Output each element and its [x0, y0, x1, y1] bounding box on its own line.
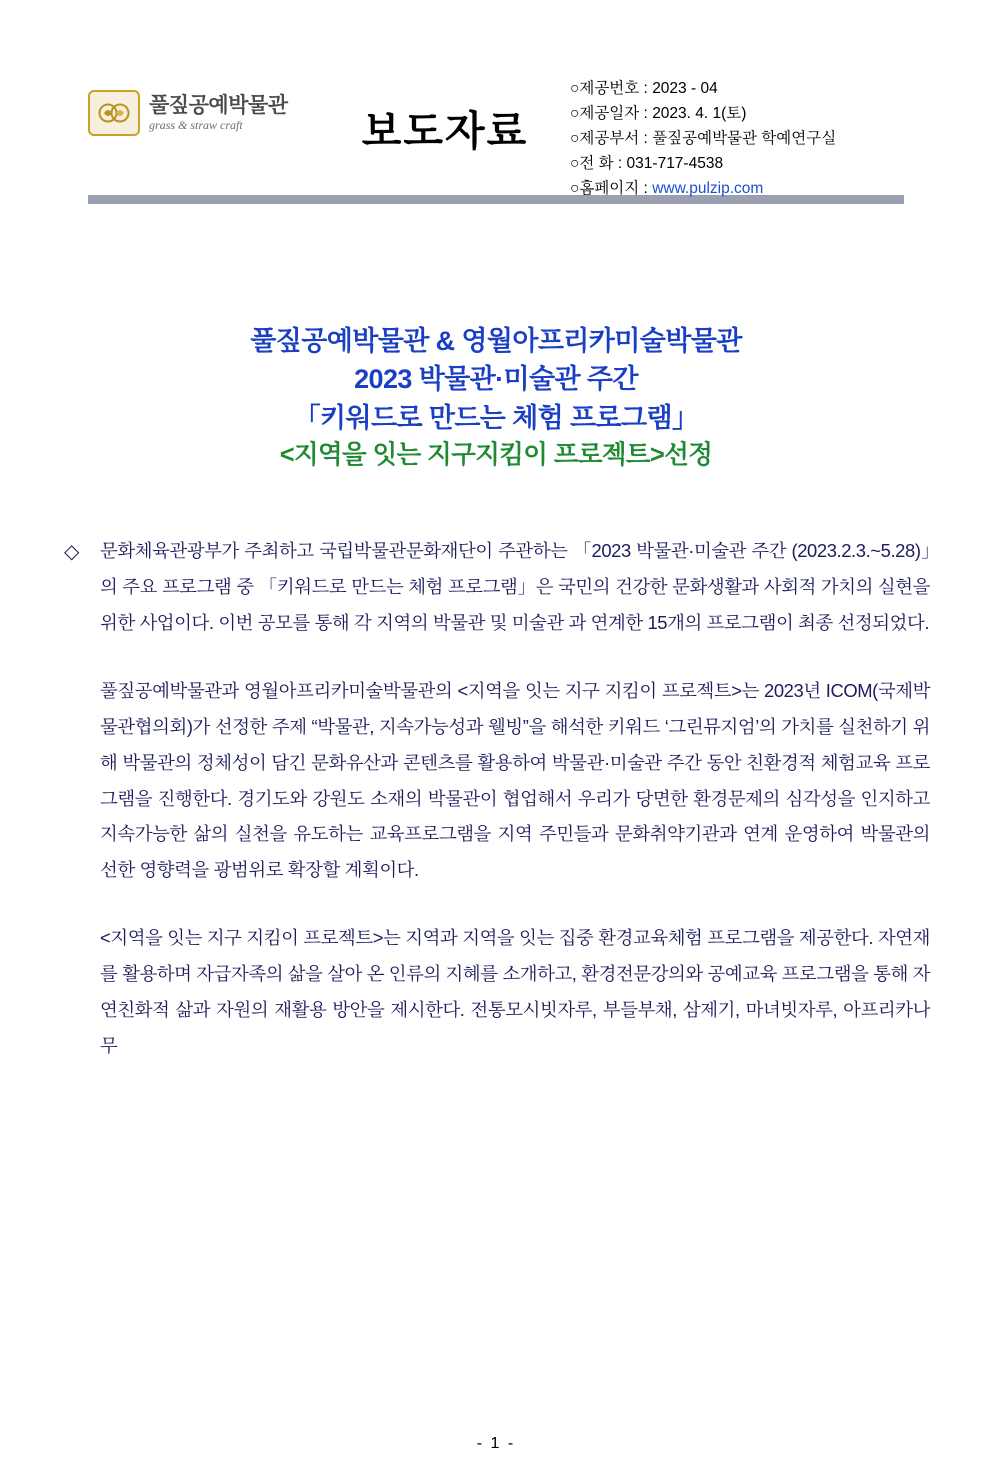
- document-body: [62, 533, 930, 1064]
- museum-emblem-icon: [88, 90, 140, 136]
- document-type-title: 보도자료: [361, 108, 529, 154]
- paragraph-3-text: <지역을 잇는 지구 지킴이 프로젝트>는 지역과 지역을 잇는 집중 환경교육체험 프로그램을 제공한다. 자연재를 활용하며 자급자족의 삶을 살아 온 인류의 지혜를 소개하고, 환경전문강의와 공예교육 프로그램을 통해 자연친화적 삶과 자원의 재활용 방안을 제시한다. 전통모시빗자루, 부들부채, 삼제기, 마녀빗자루, 아프리카나무: [100, 927, 931, 1056]
- paragraph-3: [62, 920, 930, 1064]
- page-number: - 1 -: [476, 1435, 516, 1452]
- title-line-3: 「키워드로 만드는 체험 프로그램」: [293, 402, 699, 433]
- meta-row-homepage: [570, 176, 904, 201]
- meta-label-homepage: ○홈페이지 :: [570, 180, 653, 198]
- paragraph-1: [62, 533, 930, 641]
- meta-value-department: 풀짚공예박물관 학예연구실: [652, 130, 837, 148]
- paragraph-2-text: 풀짚공예박물관과 영월아프리카미술박물관의 <지역을 잇는 지구 지킴이 프로젝트>는 2023년 ICOM(국제박물관협의회)가 선정한 주제 “박물관, 지속가능성과 웰빙”을 해석한 키워드 ‘그린뮤지엄’의 가치를 실천하기 위해 박물관의 정체성이 담긴 문화유산과 콘텐츠를 활용하여 박물관·미술관 주간 동안 친환경적 체험교육 프로그램을 진행한다. 경기도와 강원도 소재의 박물관이 협업해서 우리가 당면한 환경문제의 심각성을 인지하고 지속가능한 삶의 실천을 유도하는 교육프로그램을 지역 주민들과 문화취약기관과 연계 운영하여 박물관의 선한 영향력을 광범위로 확장할 계획이다.: [100, 679, 930, 881]
- meta-value-phone: 031-717-4538: [626, 155, 724, 173]
- paragraph-1-text: 문화체육관광부가 주최하고 국립박물관문화재단이 주관하는 「2023 박물관·미술관 주간 (2023.2.3.~5.28)」의 주요 프로그램 중 「키워드로 만드는 체험 프로그램」은 국민의 건강한 문화생활과 사회적 가치의 실현을 위한 사업이다. 이번 공모를 통해 각 지역의 박물관 및 미술관 과 연계한 15개의 프로그램이 최종 선정되었다.: [100, 540, 930, 633]
- paragraph-2: [62, 673, 930, 888]
- header-meta-list: [552, 72, 904, 202]
- meta-value-issue-number: 2023 - 04: [652, 80, 718, 97]
- meta-row-issue-number: [570, 76, 904, 101]
- meta-label-department: ○제공부서 :: [570, 130, 653, 148]
- meta-row-phone: [570, 151, 904, 176]
- museum-logo: [88, 72, 338, 136]
- logo-name-kr: 풀짚공예박물관: [149, 93, 288, 117]
- homepage-link[interactable]: www.pulzip.com: [652, 180, 764, 198]
- press-release-page: [0, 72, 992, 1475]
- page-title: [60, 322, 932, 473]
- title-line-2: 2023 박물관·미술관 주간: [354, 364, 638, 395]
- meta-value-issue-date: 2023. 4. 1(토): [652, 105, 747, 123]
- meta-row-issue-date: [570, 101, 904, 126]
- title-line-1: 풀짚공예박물관 & 영월아프리카미술박물관: [250, 326, 742, 356]
- meta-label-issue-number: ○제공번호 :: [570, 80, 653, 97]
- diamond-bullet-icon: ◇: [64, 541, 79, 564]
- document-header: [88, 72, 904, 198]
- logo-name-en: grass & straw craft: [149, 117, 243, 132]
- meta-label-issue-date: ○제공일자 :: [570, 105, 653, 123]
- meta-label-phone: ○전 화 :: [570, 155, 627, 173]
- title-line-4: <지역을 잇는 지구지킴이 프로젝트>선정: [279, 440, 713, 469]
- meta-row-department: [570, 126, 904, 151]
